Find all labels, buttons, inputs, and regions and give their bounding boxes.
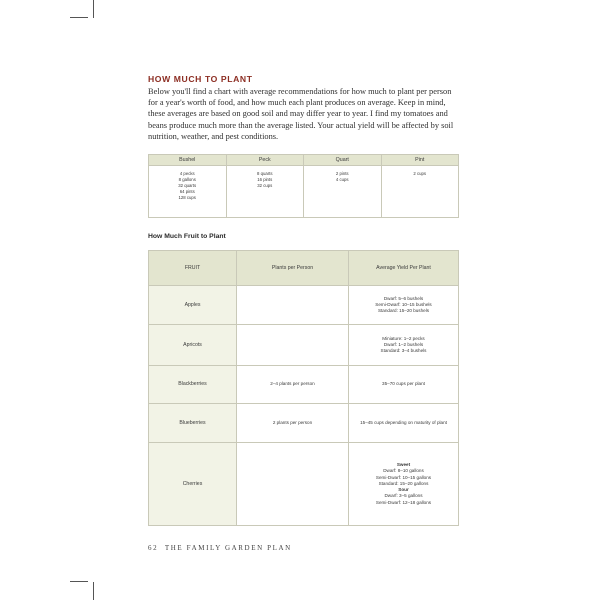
column-header-pint: Pint <box>381 155 459 166</box>
table-cell-line: 32 quarts <box>178 183 197 188</box>
table-cell-line: 8 quarts <box>256 171 273 176</box>
peck-equivalents <box>226 166 304 218</box>
average-yield <box>349 286 459 325</box>
yield-line: Standard: 15–20 gallons <box>378 480 429 486</box>
yield-line: Dwarf: 5–6 bushels <box>383 295 424 301</box>
fruit-name: Apricots <box>149 325 237 366</box>
yield-line: Semi-Dwarf: 10–15 gallons <box>375 474 432 480</box>
table-cell-line: 4 cups <box>335 177 349 182</box>
fruit-name: Cherries <box>149 443 237 526</box>
plants-per-person: 2 plants per person <box>237 404 349 443</box>
table-cell-line: 2 cups <box>413 171 427 176</box>
column-header-fruit: FRUIT <box>149 251 237 286</box>
yield-line: Standard: 15–20 bushels <box>377 308 430 314</box>
pint-equivalents <box>381 166 459 218</box>
yield-line: Sweet <box>396 462 411 468</box>
conversion-table-row <box>149 166 459 218</box>
fruit-table-header <box>149 251 459 286</box>
column-header-quart: Quart <box>304 155 382 166</box>
yield-line: 35–70 cups per plant <box>382 381 425 387</box>
yield-line: Miniature: 1–2 pecks <box>382 335 425 341</box>
fruit-section-title: How Much Fruit to Plant <box>148 233 226 240</box>
average-yield <box>349 404 459 443</box>
conversion-table-header <box>149 155 459 166</box>
book-title: THE FAMILY GARDEN PLAN <box>164 544 292 552</box>
table-cell-line: 2 pints <box>335 171 349 176</box>
plants-per-person <box>237 325 349 366</box>
table-row <box>149 443 459 526</box>
fruit-name: Blackberries <box>149 366 237 404</box>
yield-line: Semi-Dwarf: 10–15 bushels <box>375 301 432 307</box>
table-cell-line: 64 pints <box>179 189 195 194</box>
table-row <box>149 325 459 366</box>
crop-mark-left-top <box>70 17 88 18</box>
quart-equivalents <box>304 166 382 218</box>
column-header-peck: Peck <box>226 155 304 166</box>
average-yield <box>349 366 459 404</box>
table-row <box>149 404 459 443</box>
average-yield <box>349 325 459 366</box>
yield-line: Dwarf: 3–5 gallons <box>384 493 423 499</box>
plants-per-person <box>237 443 349 526</box>
column-header-bushel: Bushel <box>149 155 227 166</box>
plants-per-person <box>237 286 349 325</box>
yield-line: 15–45 cups depending on maturity of plant <box>360 419 447 425</box>
table-cell-line: 32 cups <box>257 183 273 188</box>
table-cell-line: 16 pints <box>257 177 273 182</box>
yield-line: Dwarf: 1–2 bushels <box>383 341 424 347</box>
table-cell-line: 4 pecks <box>179 171 195 176</box>
fruit-name: Apples <box>149 286 237 325</box>
fruit-table <box>148 250 459 526</box>
crop-mark-bottom-left <box>93 582 94 600</box>
average-yield <box>349 443 459 526</box>
page-footer <box>148 544 292 552</box>
table-cell-line: 8 gallons <box>178 177 196 182</box>
yield-line: Sour <box>398 487 409 493</box>
crop-mark-left-bottom <box>70 581 88 582</box>
column-header-plants-per-person: Plants per Person <box>237 251 349 286</box>
yield-line: Semi-Dwarf: 12–18 gallons <box>375 499 432 505</box>
bushel-equivalents <box>149 166 227 218</box>
yield-line: Dwarf: 8–10 gallons <box>383 468 424 474</box>
plants-per-person: 2–4 plants per person <box>237 366 349 404</box>
section-title: HOW MUCH TO PLANT <box>148 74 253 84</box>
conversion-table <box>148 154 459 218</box>
intro-paragraph: Below you'll find a chart with average recommendations for how much to plant per person for a year's worth of food, and how much each plant produces on average. Keep in mind, these averages are based on good soil and may differ year to year. I find my tomatoes and beans produce much more than the average listed. Your actual yield will be affected by soil nutrition, weather, and pest conditions. <box>148 87 454 141</box>
fruit-name: Blueberries <box>149 404 237 443</box>
crop-mark-top-left <box>93 0 94 18</box>
yield-line: Standard: 3–4 bushels <box>380 348 427 354</box>
column-header-average-yield: Average Yield Per Plant <box>349 251 459 286</box>
table-cell-line: 128 cups <box>178 195 196 200</box>
table-row <box>149 286 459 325</box>
page-number: 62 <box>148 544 159 552</box>
table-row <box>149 366 459 404</box>
